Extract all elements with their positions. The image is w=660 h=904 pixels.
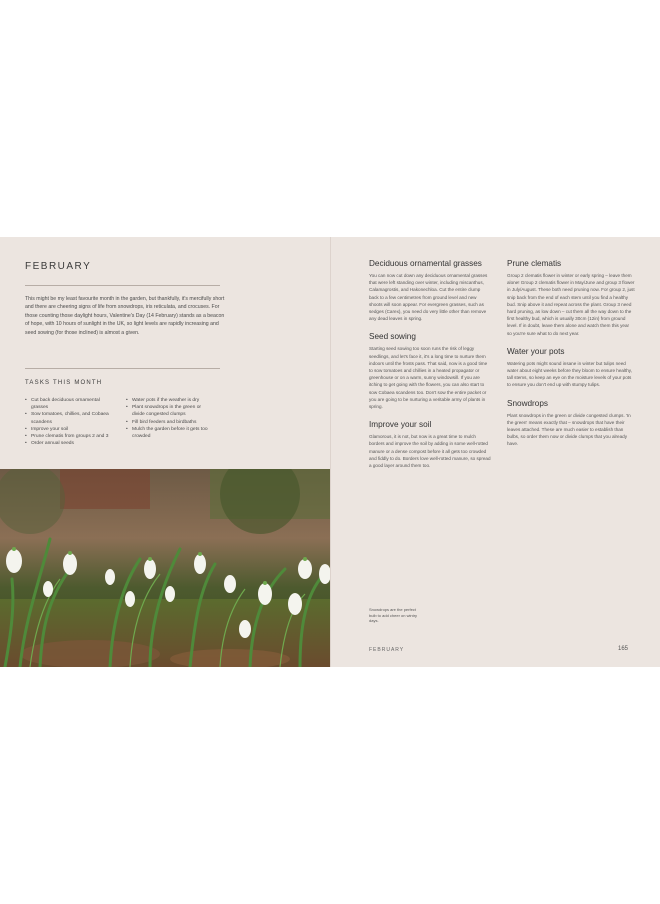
- task-item: • Sow tomatoes, chillies, and Cobaea scandens: [25, 411, 117, 425]
- snowdrops-illustration: [0, 469, 330, 667]
- section-body-seed-sowing: Starting seed sowing too soon runs the risk of leggy seedlings, and let's face it, it's a long time to nurture them indoors until the frosts pass. That said, now is a good time to sow tomatoes and chillies in a heated propagator or greenhouse or on a warm, sunny windowsill. If you are itching to get going with the flowers, you can also start to sow Cobaea scandens too. Don't sow the entire packet or you are going to be nurturing a veritable army of plants in spring.: [369, 346, 488, 410]
- section-body-clematis: Group 2 clematis flower in winter or early spring – leave them alone! Group 2 clematis flower in May/June and group 3 flower in July/August. These both need pruning now. For group 2, just snip back from the end of each stem until you find a healthy bud. Snip above it and repeat across the plant. Group 3 need hard pruning, as low down – cut them all the way down to the first healthy bud, which is usually 30cm (12in) from ground level. If in doubt, leave them alone and watch them this year so you're sure what to do next year.: [507, 273, 635, 336]
- section-body-grasses: You can now cut down any deciduous ornamental grasses that were left standing over winter, including miscanthus, Calamagrostis, and Hakonechloa. Cut the entire clump back to a few centimetres from ground level and new shoots will soon appear. For evergreen grasses, such as sedges (Carex), you need do very little other than remove any dead leaves in spring.: [369, 273, 488, 322]
- running-footer: FEBRUARY: [369, 647, 405, 653]
- section-heading-snowdrops: Snowdrops: [507, 398, 548, 408]
- section-heading-seed-sowing: Seed sowing: [369, 332, 416, 342]
- page-title: FEBRUARY: [25, 261, 92, 272]
- tasks-list-right: [126, 397, 214, 440]
- task-item: • Order annual seeds: [25, 440, 117, 447]
- section-heading-clematis: Prune clematis: [507, 259, 562, 268]
- task-item: • Plant snowdrops in the green or divide congested clumps: [126, 404, 214, 418]
- page-number: 165: [618, 646, 629, 652]
- section-body-snowdrops: Plant snowdrops in the green or divide congested clumps. 'In the green' means exactly that – snowdrops that have their leaves attached. These are much easier to establish than bulbs, so order them now or divide clumps that you already have.: [507, 412, 631, 447]
- section-body-soil: Glamorous, it is not, but now is a great time to mulch borders and improve the soil by adding in some well-rotted manure or a dense compost before it all gets too crowded and fiddly to do. Borders love well-rotted manure, so spread a good layer around them too.: [369, 434, 491, 469]
- tasks-heading: TASKS THIS MONTH: [25, 380, 103, 386]
- photo-caption: Snowdrops are the perfect bulb to add cheer on wintry days.: [369, 607, 418, 624]
- section-heading-grasses: Deciduous ornamental grasses: [369, 259, 482, 268]
- section-heading-soil: Improve your soil: [369, 420, 432, 430]
- task-item: • Fill bird feeders and birdbaths: [126, 419, 214, 426]
- section-heading-pots: Water your pots: [507, 346, 565, 356]
- task-item: • Cut back deciduous ornamental grasses: [25, 397, 117, 411]
- intro-paragraph: This might be my least favourite month in the garden, but thankfully, it's mercifully short and there are cheering signs of life from snowdrops, iris reticulata, and crocuses. For those counting those daylight hours, Valentine's Day (14 February) stands as a beacon of hope, with 10 hours of sunlight in the UK, so light levels are rapidly increasing and seed sowing (for those inclined) is almost a given.: [25, 296, 225, 336]
- task-item: • Improve your soil: [25, 426, 117, 433]
- book-spread: [0, 237, 660, 667]
- page-gutter: [330, 237, 331, 667]
- task-item: • Prune clematis from groups 2 and 3: [25, 433, 117, 440]
- right-column-2: [507, 259, 635, 458]
- right-column-1: [369, 259, 491, 479]
- intro-divider: [25, 368, 220, 369]
- task-item: • Water pots if the weather is dry: [126, 397, 214, 404]
- snowdrops-photo: [0, 469, 330, 667]
- tasks-list-left: [25, 397, 117, 447]
- section-body-pots: Watering pots might sound insane in winter but tulips need water about eight weeks before they bloom to ensure healthy, tall stems, so keep an eye on the moisture levels of your pots to ensure you don't end up with stumpy tulips.: [507, 360, 633, 388]
- title-divider: [25, 285, 220, 286]
- task-item: • Mulch the garden before it gets too crowded: [126, 426, 214, 440]
